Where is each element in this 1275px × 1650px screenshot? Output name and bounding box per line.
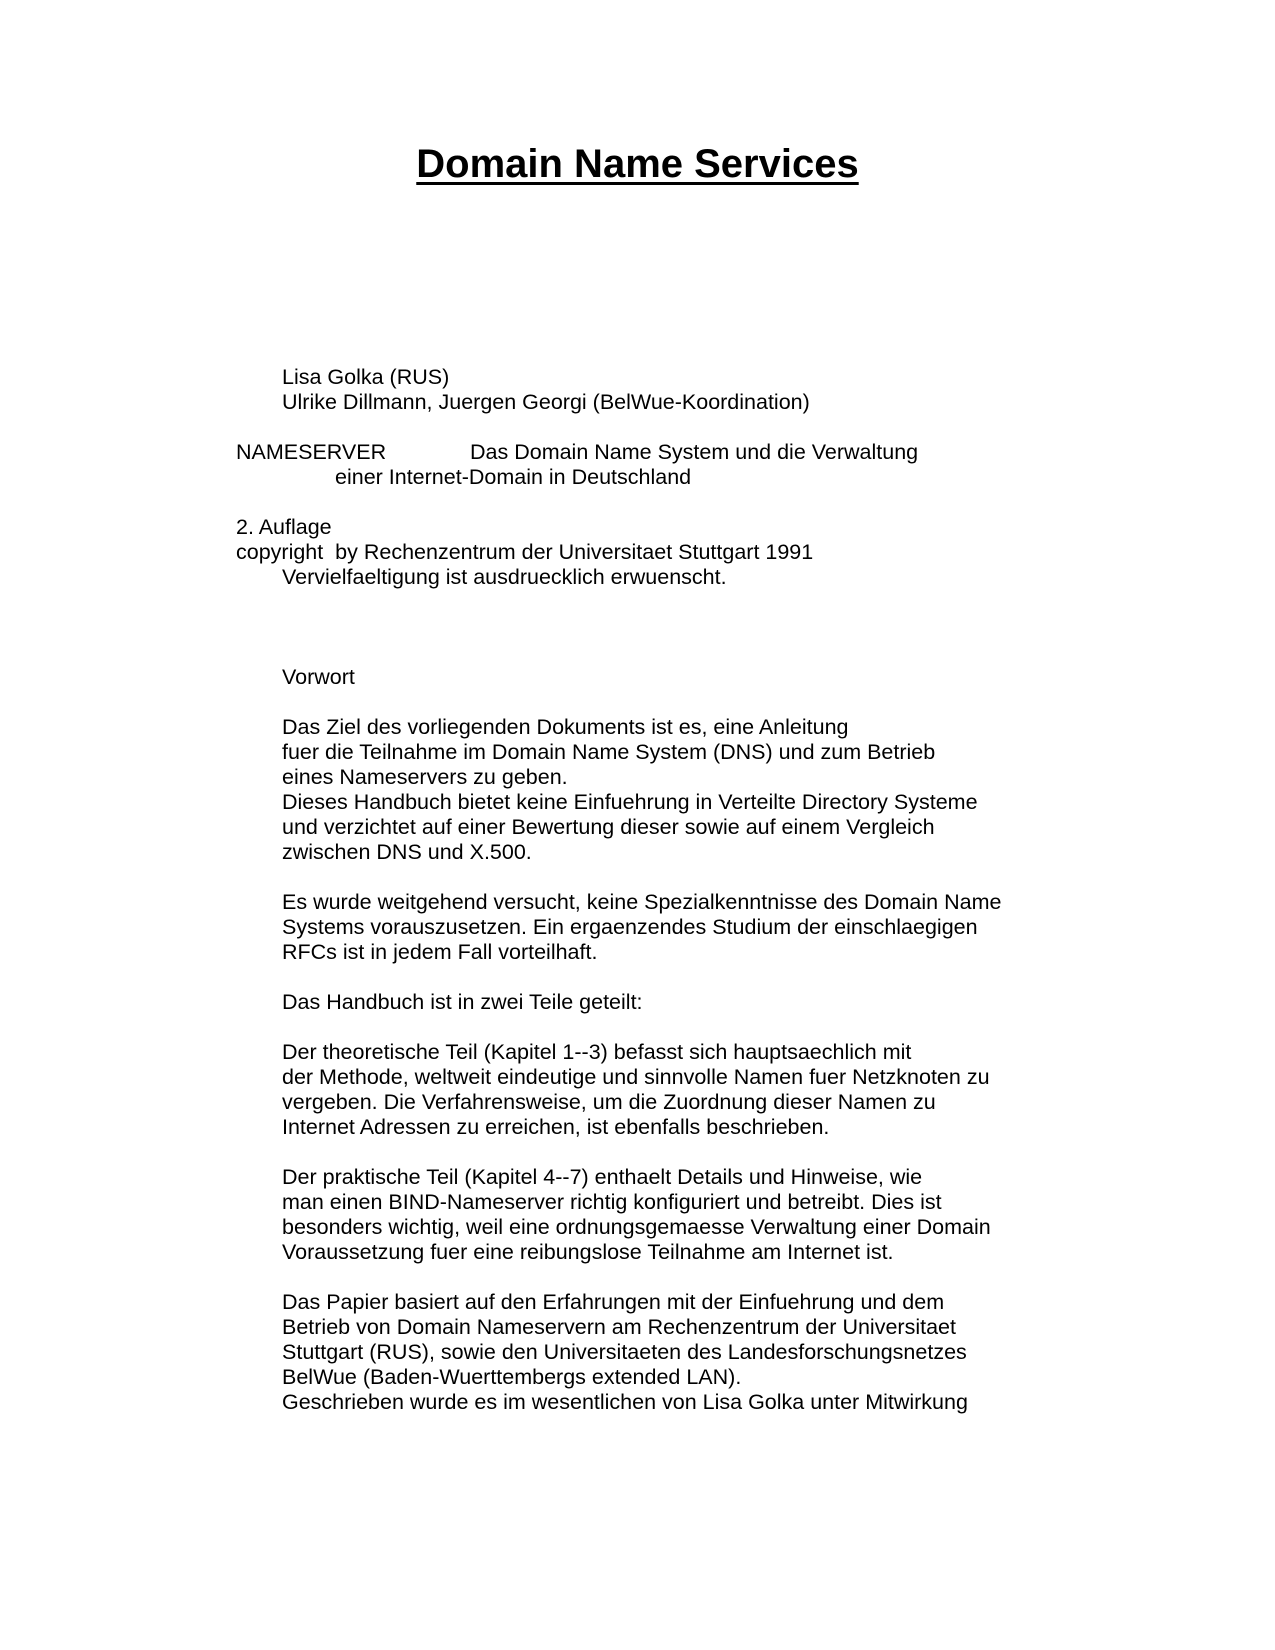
text-line: und verzichtet auf einer Bewertung dieser sowie auf einem Vergleich bbox=[282, 815, 935, 839]
nameserver-subtitle: Das Domain Name System und die Verwaltung bbox=[470, 440, 919, 464]
text-line: Betrieb von Domain Nameservern am Rechenzentrum der Universitaet bbox=[282, 1315, 956, 1339]
text-line: Es wurde weitgehend versucht, keine Spezialkenntnisse des Domain Name bbox=[282, 890, 1002, 914]
author-line: Ulrike Dillmann, Juergen Georgi (BelWue-Koordination) bbox=[282, 390, 810, 414]
author-line: Lisa Golka (RUS) bbox=[282, 365, 450, 389]
text-line: RFCs ist in jedem Fall vorteilhaft. bbox=[282, 940, 598, 964]
text-line: Das Handbuch ist in zwei Teile geteilt: bbox=[282, 990, 643, 1014]
preface-heading: Vorwort bbox=[282, 665, 355, 689]
text-line: man einen BIND-Nameserver richtig konfiguriert und betreibt. Dies ist bbox=[282, 1190, 942, 1214]
text-line: Geschrieben wurde es im wesentlichen von Lisa Golka unter Mitwirkung bbox=[282, 1390, 968, 1414]
reproduction-note: Vervielfaeltigung ist ausdruecklich erwuenscht. bbox=[282, 565, 727, 589]
text-line: Stuttgart (RUS), sowie den Universitaeten des Landesforschungsnetzes bbox=[282, 1340, 967, 1364]
copyright-line: copyright by Rechenzentrum der Universitaet Stuttgart 1991 bbox=[236, 540, 814, 564]
nameserver-subtitle: einer Internet-Domain in Deutschland bbox=[335, 465, 692, 489]
text-line: Systems vorauszusetzen. Ein ergaenzendes Studium der einschlaegigen bbox=[282, 915, 978, 939]
text-line: zwischen DNS und X.500. bbox=[282, 840, 532, 864]
text-line: der Methode, weltweit eindeutige und sinnvolle Namen fuer Netzknoten zu bbox=[282, 1065, 990, 1089]
text-line: besonders wichtig, weil eine ordnungsgemaesse Verwaltung einer Domain bbox=[282, 1215, 991, 1239]
text-line: Voraussetzung fuer eine reibungslose Teilnahme am Internet ist. bbox=[282, 1240, 894, 1264]
text-line: Das Papier basiert auf den Erfahrungen mit der Einfuehrung und dem bbox=[282, 1290, 945, 1314]
text-line: vergeben. Die Verfahrensweise, um die Zuordnung dieser Namen zu bbox=[282, 1090, 936, 1114]
document-title: Domain Name Services bbox=[416, 142, 859, 186]
text-line: Das Ziel des vorliegenden Dokuments ist es, eine Anleitung bbox=[282, 715, 849, 739]
text-line: Der praktische Teil (Kapitel 4--7) enthaelt Details und Hinweise, wie bbox=[282, 1165, 923, 1189]
text-line: BelWue (Baden-Wuerttembergs extended LAN). bbox=[282, 1365, 742, 1389]
text-line: Der theoretische Teil (Kapitel 1--3) befasst sich hauptsaechlich mit bbox=[282, 1040, 912, 1064]
text-line: fuer die Teilnahme im Domain Name System (DNS) und zum Betrieb bbox=[282, 740, 936, 764]
text-line: Dieses Handbuch bietet keine Einfuehrung in Verteilte Directory Systeme bbox=[282, 790, 978, 814]
nameserver-label: NAMESERVER bbox=[236, 440, 387, 464]
text-line: Internet Adressen zu erreichen, ist ebenfalls beschrieben. bbox=[282, 1115, 830, 1139]
text-line: eines Nameservers zu geben. bbox=[282, 765, 568, 789]
edition-line: 2. Auflage bbox=[236, 515, 332, 539]
